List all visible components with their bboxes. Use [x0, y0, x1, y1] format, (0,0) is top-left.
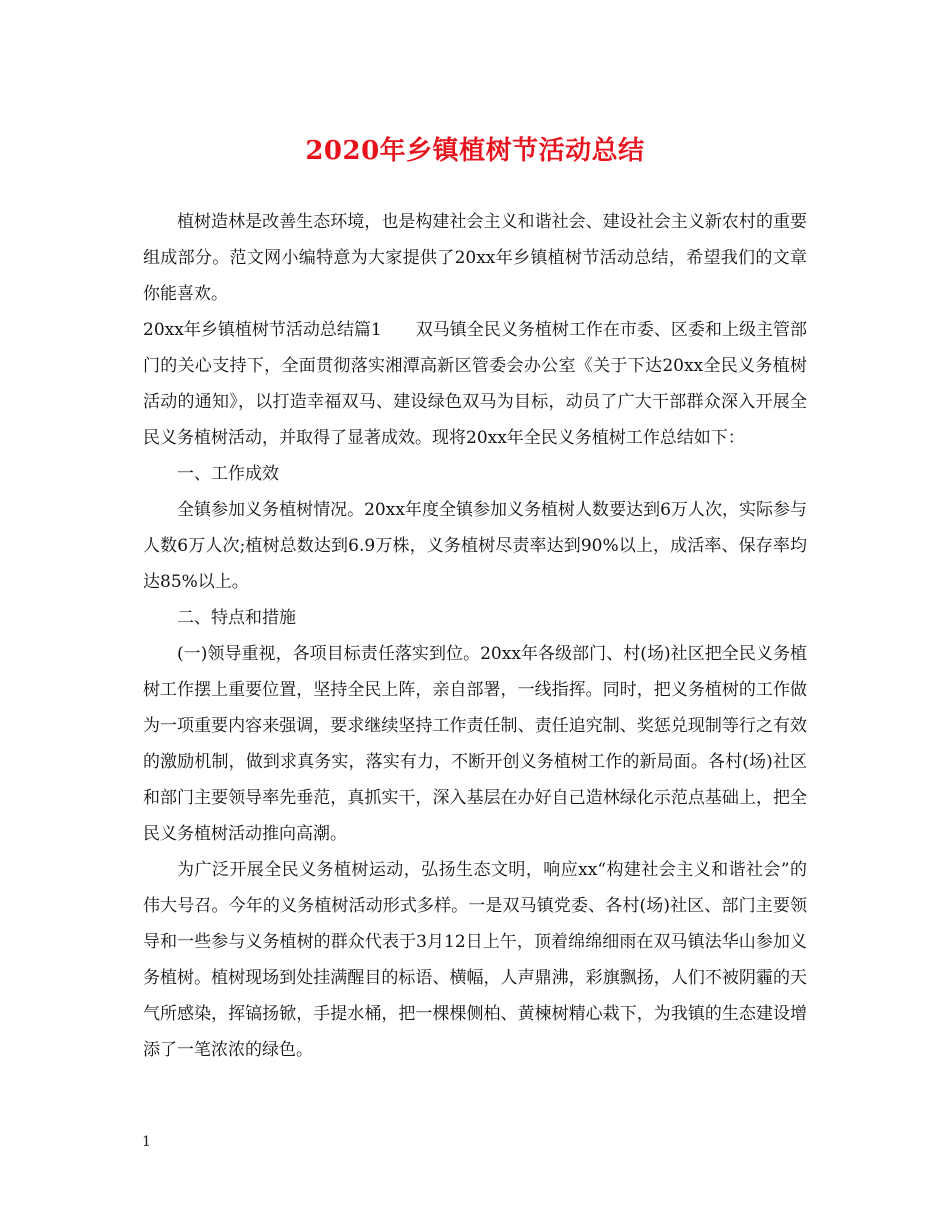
document-body — [143, 204, 807, 1068]
heading-features-measures: 二、特点和措施 — [177, 608, 296, 628]
document-title: 2020年乡镇植树节活动总结 — [305, 136, 645, 166]
heading-work-results: 一、工作成效 — [177, 464, 279, 484]
results-paragraph: 全镇参加义务植树情况。20xx年度全镇参加义务植树人数要达到6万人次，实际参与人数6万人次;植树总数达到6.9万株，义务植树尽责率达到90%以上，成活率、保存率均达85%以上。 — [143, 500, 807, 592]
page-number: 1 — [142, 1134, 151, 1150]
section-heading-paragraph: 20xx年乡镇植树节活动总结篇1 双马镇全民义务植树工作在市委、区委和上级主管部门的关心支持下，全面贯彻落实湘潭高新区管委会办公室《关于下达20xx全民义务植树活动的通知》，以打造幸福双马、建设绿色双马为目标，动员了广大干部群众深入开展全民义务植树活动，并取得了显著成效。现将20xx年全民义务植树工作总结如下： — [143, 320, 807, 448]
leadership-paragraph: (一)领导重视，各项目标责任落实到位。20xx年各级部门、村(场)社区把全民义务植树工作摆上重要位置，坚持全民上阵，亲自部署，一线指挥。同时，把义务植树的工作做为一项重要内容来强调，要求继续坚持工作责任制、责任追究制、奖惩兑现制等行之有效的激励机制，做到求真务实，落实有力，不断开创义务植树工作的新局面。各村(场)社区和部门主要领导率先垂范，真抓实干，深入基层在办好自己造林绿化示范点基础上，把全民义务植树活动推向高潮。 — [143, 644, 807, 844]
activities-paragraph: 为广泛开展全民义务植树运动，弘扬生态文明，响应xx“构建社会主义和谐社会”的伟大号召。今年的义务植树活动形式多样。一是双马镇党委、各村(场)社区、部门主要领导和一些参与义务植树的群众代表于3月12日上午，顶着绵绵细雨在双马镇法华山参加义务植树。植树现场到处挂满醒目的标语、横幅，人声鼎沸，彩旗飘扬，人们不被阴霾的天气所感染，挥镐扬锨，手提水桶，把一棵棵侧柏、黄楝树精心栽下，为我镇的生态建设增添了一笔浓浓的绿色。 — [143, 860, 807, 1060]
intro-paragraph: 植树造林是改善生态环境，也是构建社会主义和谐社会、建设社会主义新农村的重要组成部分。范文网小编特意为大家提供了20xx年乡镇植树节活动总结，希望我们的文章你能喜欢。 — [143, 212, 807, 304]
